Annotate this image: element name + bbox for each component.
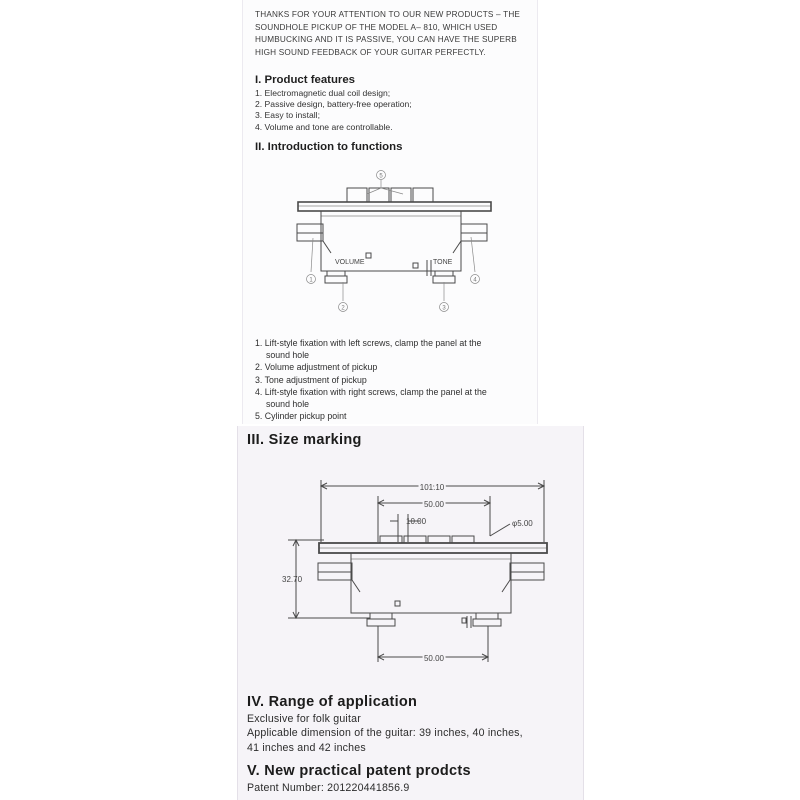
intro-line: THANKS FOR YOUR ATTENTION TO OUR NEW PRODUCTS – THE: [255, 10, 521, 19]
tone-label: TONE: [433, 259, 453, 266]
intro-paragraph: [255, 9, 537, 59]
upper-sheet: [242, 0, 538, 424]
list-item: sound hole: [266, 350, 310, 361]
callout-3: 3: [442, 305, 446, 312]
patent-number: Patent Number: 201220441856.9: [247, 782, 410, 794]
dim-knob-span: 50.00: [423, 654, 445, 663]
section-title-patent: V. New practical patent prodcts: [247, 763, 471, 779]
range-of-application-text: [247, 712, 523, 755]
functions-list: [255, 337, 487, 422]
product-features-list: [255, 88, 412, 133]
section-title-range-of-application: IV. Range of application: [247, 694, 418, 710]
list-item: 3. Easy to install;: [255, 110, 320, 121]
lower-sheet: [237, 426, 584, 800]
text-line: Applicable dimension of the guitar: 39 inches, 40 inches,: [247, 727, 523, 740]
list-item: sound hole: [266, 399, 310, 410]
functions-diagram: [243, 164, 537, 324]
dim-top-span: 50.00: [423, 500, 445, 509]
intro-line: HIGH SOUND FEEDBACK OF YOUR GUITAR PERFECTLY.: [255, 47, 486, 57]
dim-height: 32.70: [282, 575, 303, 584]
list-item: 5. Cylinder pickup point: [255, 411, 347, 422]
text-line: 41 inches and 42 inches: [247, 741, 366, 754]
dim-pole-gap: 10.00: [406, 517, 427, 526]
volume-label: VOLUME: [335, 259, 365, 266]
callout-2: 2: [341, 305, 345, 312]
callout-1: 1: [309, 277, 313, 284]
intro-line: HUMBUCKING AND IT IS PASSIVE, YOU CAN HAVE THE SUPERB: [255, 35, 517, 45]
callout-5: 5: [379, 173, 383, 180]
dim-pole-diameter: φ5.00: [512, 519, 533, 528]
list-item: 1. Lift-style fixation with left screws, clamp the panel at the: [255, 338, 482, 348]
text-line: Exclusive for folk guitar: [247, 713, 361, 725]
list-item: 4. Volume and tone are controllable.: [255, 121, 393, 132]
size-diagram: [238, 466, 583, 676]
callout-4: 4: [473, 277, 477, 284]
section-title-functions: II. Introduction to functions: [255, 141, 403, 153]
section-title-size-marking: III. Size marking: [247, 432, 362, 448]
list-item: 2. Passive design, battery-free operation;: [255, 99, 412, 110]
list-item: 3. Tone adjustment of pickup: [255, 374, 367, 385]
list-item: 2. Volume adjustment of pickup: [255, 362, 378, 373]
list-item: 1. Electromagnetic dual coil design;: [255, 88, 391, 98]
intro-line: SOUNDHOLE PICKUP OF THE MODEL A– 810, WHICH USED: [255, 22, 498, 32]
dim-overall-width: 101.10: [419, 483, 445, 492]
list-item: 4. Lift-style fixation with right screws, clamp the panel at the: [255, 386, 487, 397]
section-title-product-features: I. Product features: [255, 74, 356, 86]
